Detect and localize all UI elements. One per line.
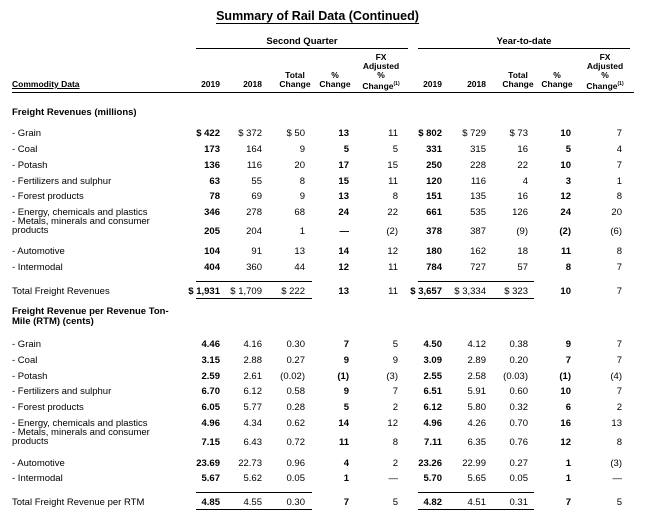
table-row-1-3-q-col4: 7 [392,386,398,397]
table-row-1-3-y-col3: 10 [560,386,571,397]
table-row-0-5-y-col1: 535 [470,207,486,218]
table-row-0-5-q-col3: 24 [338,207,349,218]
page-title: Summary of Rail Data (Continued) [216,9,419,23]
table-row-0-5-q-col4: 22 [387,207,398,218]
table-row-0-8-y-col2: 57 [517,262,528,273]
table-row-0-3-q-col4: 11 [388,176,398,187]
table-row-0-3-y-col2: 4 [522,176,528,187]
header-commodity-data: Commodity Data [12,79,80,89]
table-row-1-1-q-col2: 0.27 [286,355,305,366]
group-header-year-to-date: Year-to-date [496,36,552,47]
table-row-1-7-y-col2: 0.27 [509,458,528,469]
table-row-1-5-y-col1: 4.26 [467,418,486,429]
table-row-0-2-q-col3: 17 [338,160,349,171]
table-row-1-0-q-col2: 0.30 [286,339,305,350]
table-row-0-5-q-col1: 278 [246,207,262,218]
row-label: - Automotive [12,458,65,469]
table-row-0-4-q-col0: 78 [209,191,220,202]
table-row-1-5-q-col0: 4.96 [201,418,220,429]
table-row-0-8-q-col0: 404 [204,262,220,273]
table-row-1-2-q-col4: (3) [386,371,398,382]
table-row-0-7-y-col0: 180 [426,246,442,257]
total-row-0-y-col0: $ 3,657 [410,286,442,297]
header-pct-change-q2 [313,71,357,89]
table-row-0-6-q-col4: (2) [386,226,398,237]
header-fx-line: FX [599,52,611,62]
total-row-0-q-col0: $ 1,931 [188,286,220,297]
total-rule-bottom [196,298,312,299]
table-row-1-2-y-col4: (4) [610,371,622,382]
table-row-1-6-y-col1: 6.35 [467,437,486,448]
table-row-0-0-y-col4: 7 [616,128,622,139]
table-row-0-6-q-col2: 1 [299,226,305,237]
table-row-1-2-q-col2: (0.02) [280,371,305,382]
table-row-1-6-y-col3: 12 [560,437,571,448]
table-row-1-0-y-col0: 4.50 [423,339,442,350]
row-label: - Coal [12,355,38,366]
table-row-1-1-y-col4: 7 [616,355,622,366]
table-row-0-4-y-col3: 12 [560,191,571,202]
table-row-1-0-y-col1: 4.12 [467,339,486,350]
table-row-0-0-y-col1: $ 729 [462,128,486,139]
header-fx-line: FX [375,52,387,62]
row-label: - Grain [12,339,42,350]
table-row-0-1-q-col2: 9 [299,144,305,155]
section-title: Freight Revenue per Revenue Ton-Mile (RTM) (cents) [12,306,169,327]
table-row-1-8-q-col4: — [388,473,398,484]
total-rule-top [196,281,312,282]
table-row-0-2-y-col4: 7 [616,160,622,171]
table-row-1-3-y-col2: 0.60 [509,386,528,397]
table-row-0-4-q-col2: 9 [299,191,305,202]
table-row-1-2-y-col0: 2.55 [423,371,442,382]
row-label: - Fertilizers and sulphur [12,386,112,397]
table-row-1-3-y-col4: 7 [616,386,622,397]
table-row-0-4-y-col0: 151 [426,191,442,202]
table-row-1-0-q-col1: 4.16 [243,339,262,350]
table-row-0-6-y-col4: (6) [610,226,622,237]
table-row-1-5-y-col4: 13 [611,418,622,429]
table-row-1-2-y-col1: 2.58 [467,371,486,382]
table-row-0-2-q-col4: 15 [387,160,398,171]
total-rule-bottom [196,509,312,510]
row-label: - Energy, chemicals and plastics [12,207,148,218]
table-row-1-8-q-col2: 0.05 [286,473,305,484]
table-row-0-6-q-col3: — [339,226,349,237]
table-row-0-1-q-col3: 5 [343,144,349,155]
row-label: - Energy, chemicals and plastics [12,418,148,429]
table-row-1-8-q-col1: 5.62 [243,473,262,484]
table-row-0-3-y-col1: 116 [470,176,486,187]
table-row-0-4-q-col4: 8 [392,191,398,202]
table-row-1-2-q-col3: (1) [337,371,349,382]
table-row-0-3-y-col0: 120 [426,176,442,187]
table-row-0-7-q-col3: 14 [338,246,349,257]
table-row-1-1-q-col3: 9 [343,355,349,366]
total-row-1-y-col1: 4.51 [467,497,486,508]
table-row-1-4-q-col2: 0.28 [286,402,305,413]
table-row-0-6-y-col2: (9) [516,226,528,237]
header-total-change-line: Change [279,79,311,89]
row-label: - Coal [12,144,38,155]
table-row-1-7-q-col4: 2 [392,458,398,469]
table-row-1-1-y-col1: 2.89 [467,355,486,366]
table-row-0-7-y-col1: 162 [470,246,486,257]
table-row-0-4-q-col3: 13 [338,191,349,202]
header-total-change-ytd [496,71,540,89]
table-row-1-5-q-col2: 0.62 [286,418,305,429]
header-fx-line: % [601,70,609,80]
table-row-0-2-y-col1: 228 [470,160,486,171]
table-row-1-4-y-col1: 5.80 [467,402,486,413]
header-fx-line: Adjusted [586,61,624,71]
table-row-1-6-q-col1: 6.43 [243,437,262,448]
table-row-1-7-q-col1: 22.73 [238,458,262,469]
table-row-1-3-q-col3: 9 [343,386,349,397]
table-row-1-0-y-col2: 0.38 [509,339,528,350]
row-label: - Potash [12,160,48,171]
table-row-0-0-y-col2: $ 73 [509,128,528,139]
table-row-1-1-y-col3: 7 [565,355,571,366]
header-total-change-line: Total [508,70,528,80]
header-fx-adjusted-q2 [356,53,406,91]
table-row-0-0-y-col3: 10 [560,128,571,139]
table-row-0-8-y-col0: 784 [426,262,442,273]
table-row-0-6-y-col0: 378 [426,226,442,237]
table-row-0-4-y-col4: 8 [616,191,622,202]
table-row-0-8-q-col4: 11 [388,262,398,273]
table-row-0-1-q-col4: 5 [392,144,398,155]
header-y2019-q2: 2019 [201,79,220,89]
table-row-0-2-q-col2: 20 [294,160,305,171]
table-row-1-1-q-col0: 3.15 [201,355,220,366]
total-rule-top [196,492,312,493]
table-row-0-1-q-col0: 173 [204,144,220,155]
table-row-1-4-y-col4: 2 [616,402,622,413]
total-row-1-q-col0: 4.85 [201,497,220,508]
row-label: - Metals, minerals and consumer products [12,427,150,447]
table-row-0-7-q-col1: 91 [251,246,262,257]
total-row-1-q-col4: 5 [392,497,398,508]
header-y2019-ytd: 2019 [423,79,442,89]
table-row-1-4-y-col0: 6.12 [423,402,442,413]
row-label: - Forest products [12,402,84,413]
total-row-0-q-col2: $ 222 [281,286,305,297]
group-underline-ytd [418,48,630,49]
table-row-1-8-y-col4: — [612,473,622,484]
table-row-1-4-y-col3: 6 [565,402,571,413]
section-title: Freight Revenues (millions) [12,107,137,118]
total-row-0-y-col1: $ 3,334 [454,286,486,297]
header-pct-change-line: Change [319,79,351,89]
table-row-0-7-y-col2: 18 [517,246,528,257]
table-row-0-5-y-col0: 661 [426,207,442,218]
table-row-1-6-y-col0: 7.11 [424,437,442,448]
total-row-1-y-col3: 7 [565,497,571,508]
table-row-1-4-y-col2: 0.32 [509,402,528,413]
table-row-0-7-q-col0: 104 [204,246,220,257]
total-row-0-y-col4: 7 [616,286,622,297]
row-label: - Potash [12,371,48,382]
table-row-1-8-y-col3: 1 [565,473,571,484]
header-fx-line: Adjusted [362,61,400,71]
header-total-change-q2 [273,71,317,89]
table-row-1-8-q-col0: 5.67 [201,473,220,484]
total-row-1-q-col3: 7 [343,497,349,508]
total-row-label: Total Freight Revenue per RTM [12,497,145,508]
table-row-0-2-y-col0: 250 [426,160,442,171]
table-row-0-1-y-col3: 5 [565,144,571,155]
row-label: - Fertilizers and sulphur [12,176,112,187]
table-row-1-8-y-col2: 0.05 [509,473,528,484]
total-row-0-q-col3: 13 [338,286,349,297]
table-row-1-1-q-col4: 9 [392,355,398,366]
table-row-1-5-q-col1: 4.34 [243,418,262,429]
total-rule-top [418,492,534,493]
table-row-1-6-y-col4: 8 [616,437,622,448]
table-row-1-7-y-col1: 22.99 [462,458,486,469]
table-row-0-0-q-col4: 11 [388,128,398,139]
table-row-1-6-q-col2: 0.72 [286,437,305,448]
table-row-1-5-y-col2: 0.70 [509,418,528,429]
table-row-1-3-y-col0: 6.51 [423,386,442,397]
table-row-1-1-y-col2: 0.20 [509,355,528,366]
table-row-0-3-q-col2: 8 [299,176,305,187]
row-label: - Intermodal [12,473,63,484]
table-row-0-3-q-col0: 63 [209,176,220,187]
header-pct-change-ytd [535,71,579,89]
table-row-1-0-y-col3: 9 [565,339,571,350]
table-row-0-5-q-col0: 346 [204,207,220,218]
header-fx-line: Change$^{(1)}$ [586,80,624,91]
total-row-1-y-col2: 0.31 [509,497,528,508]
table-row-0-8-y-col1: 727 [470,262,486,273]
row-label: - Automotive [12,246,65,257]
table-row-0-2-y-col3: 10 [560,160,571,171]
group-underline-q2 [196,48,408,49]
table-row-0-0-q-col2: $ 50 [286,128,305,139]
total-row-0-q-col4: 11 [388,286,398,297]
table-row-0-4-y-col2: 16 [517,191,528,202]
table-row-0-7-y-col3: 11 [560,246,571,257]
header-fx-line: Change$^{(1)}$ [362,80,400,91]
table-row-0-8-y-col4: 7 [616,262,622,273]
table-row-0-8-y-col3: 8 [565,262,571,273]
table-row-0-3-q-col1: 55 [251,176,262,187]
table-row-0-4-q-col1: 69 [251,191,262,202]
header-total-change-line: Total [285,70,305,80]
header-pct-change-line: % [331,70,339,80]
table-row-0-5-q-col2: 68 [294,207,305,218]
table-row-1-3-y-col1: 5.91 [467,386,486,397]
table-row-0-0-q-col0: $ 422 [196,128,220,139]
row-label: - Intermodal [12,262,63,273]
table-row-1-4-q-col1: 5.77 [243,402,262,413]
table-row-0-8-q-col3: 12 [338,262,349,273]
table-row-1-0-y-col4: 7 [616,339,622,350]
table-row-0-6-y-col1: 387 [470,226,486,237]
total-row-1-q-col2: 0.30 [286,497,305,508]
header-y2018-ytd: 2018 [467,79,486,89]
table-row-1-7-y-col0: 23.26 [418,458,442,469]
table-row-0-7-y-col4: 8 [616,246,622,257]
header-rule [12,92,634,93]
total-row-0-y-col3: 10 [560,286,571,297]
header-fx-adjusted-ytd [580,53,630,91]
total-row-label: Total Freight Revenues [12,286,110,297]
table-row-1-0-q-col0: 4.46 [201,339,220,350]
total-row-1-q-col1: 4.55 [243,497,262,508]
table-row-0-5-y-col3: 24 [560,207,571,218]
table-row-1-0-q-col3: 7 [343,339,349,350]
table-row-0-3-y-col4: 1 [616,176,622,187]
header-fx-line: % [377,70,385,80]
table-row-0-5-y-col4: 20 [611,207,622,218]
table-row-1-3-q-col1: 6.12 [243,386,262,397]
total-row-0-y-col2: $ 323 [504,286,528,297]
table-row-1-6-q-col4: 8 [392,437,398,448]
table-row-0-2-q-col1: 116 [246,160,262,171]
total-row-1-y-col0: 4.82 [423,497,442,508]
table-row-1-1-q-col1: 2.88 [243,355,262,366]
table-row-1-5-q-col4: 12 [387,418,398,429]
table-row-0-1-y-col2: 16 [517,144,528,155]
table-row-1-2-q-col1: 2.61 [243,371,262,382]
table-row-1-7-y-col3: 1 [565,458,571,469]
table-row-0-1-y-col0: 331 [426,144,442,155]
table-row-1-8-q-col3: 1 [343,473,349,484]
table-row-0-2-y-col2: 22 [517,160,528,171]
row-label: - Forest products [12,191,84,202]
table-row-1-7-q-col3: 4 [343,458,349,469]
table-row-1-1-y-col0: 3.09 [423,355,442,366]
total-row-1-y-col4: 5 [616,497,622,508]
table-row-0-5-y-col2: 126 [512,207,528,218]
total-row-0-q-col1: $ 1,709 [230,286,262,297]
table-row-1-2-y-col2: (0.03) [503,371,528,382]
table-row-0-8-q-col1: 360 [246,262,262,273]
table-row-1-0-q-col4: 5 [392,339,398,350]
row-label: - Metals, minerals and consumer products [12,216,150,236]
table-row-1-8-y-col1: 5.65 [467,473,486,484]
table-row-0-7-q-col2: 13 [294,246,305,257]
table-row-0-1-y-col1: 315 [470,144,486,155]
table-row-1-4-q-col0: 6.05 [201,402,220,413]
table-row-1-3-q-col2: 0.58 [286,386,305,397]
total-rule-bottom [418,509,534,510]
table-row-1-5-y-col3: 16 [560,418,571,429]
table-row-1-5-y-col0: 4.96 [423,418,442,429]
table-row-0-0-q-col3: 13 [338,128,349,139]
table-row-0-2-q-col0: 136 [204,160,220,171]
table-row-1-5-q-col3: 14 [338,418,349,429]
table-row-0-6-q-col1: 204 [246,226,262,237]
total-rule-bottom [418,298,534,299]
table-row-1-4-q-col4: 2 [392,402,398,413]
table-row-0-4-y-col1: 135 [470,191,486,202]
table-row-1-7-y-col4: (3) [610,458,622,469]
table-row-1-6-y-col2: 0.76 [509,437,528,448]
table-row-1-2-q-col0: 2.59 [201,371,220,382]
table-row-0-6-y-col3: (2) [559,226,571,237]
table-row-0-0-y-col0: $ 802 [418,128,442,139]
total-rule-top [418,281,534,282]
header-pct-change-line: % [553,70,561,80]
table-row-0-1-y-col4: 4 [616,144,622,155]
header-total-change-line: Change [502,79,534,89]
footnote-ref: (1) [617,81,624,87]
header-y2018-q2: 2018 [243,79,262,89]
table-row-1-8-y-col0: 5.70 [423,473,442,484]
table-row-1-3-q-col0: 6.70 [201,386,220,397]
table-row-0-8-q-col2: 44 [294,262,305,273]
table-row-0-3-q-col3: 15 [338,176,349,187]
table-row-0-6-q-col0: 205 [204,226,220,237]
table-row-1-6-q-col3: 11 [338,437,349,448]
row-label: - Grain [12,128,42,139]
table-row-0-3-y-col3: 3 [565,176,571,187]
table-row-0-1-q-col1: 164 [246,144,262,155]
table-row-1-2-y-col3: (1) [559,371,571,382]
table-row-1-7-q-col2: 0.96 [286,458,305,469]
table-row-0-7-q-col4: 12 [387,246,398,257]
table-row-1-7-q-col0: 23.69 [196,458,220,469]
table-row-1-6-q-col0: 7.15 [201,437,220,448]
table-row-0-0-q-col1: $ 372 [238,128,262,139]
table-row-1-4-q-col3: 5 [343,402,349,413]
footnote-ref: (1) [393,81,400,87]
group-header-second-quarter: Second Quarter [266,36,338,47]
header-pct-change-line: Change [541,79,573,89]
